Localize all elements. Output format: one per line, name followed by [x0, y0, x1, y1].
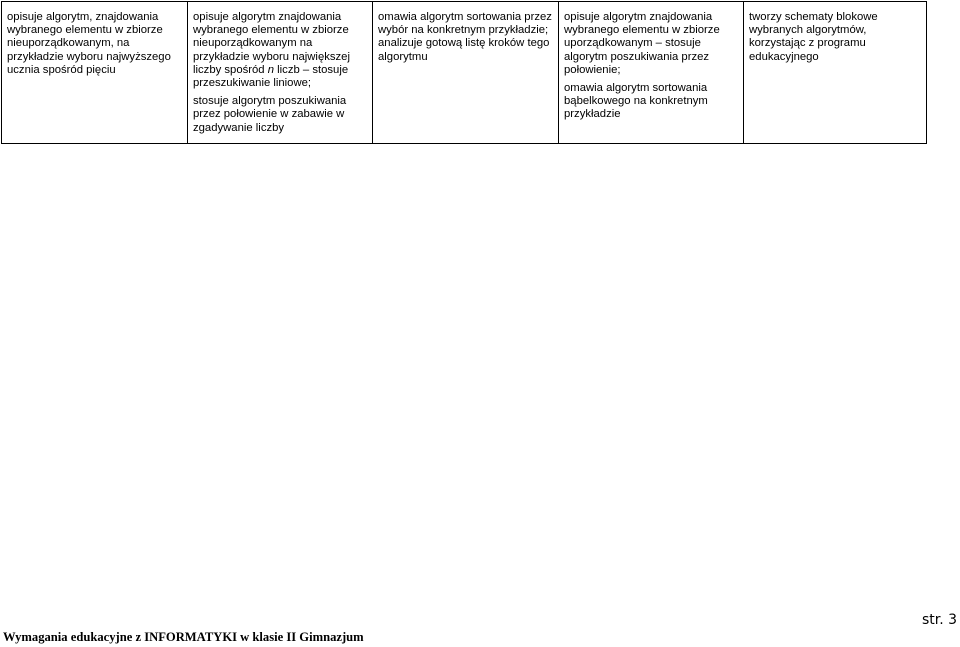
table-cell — [744, 2, 927, 144]
cell-text: opisuje algorytm znajdowania wybranego elementu w zbiorze nieuporządkowanym na przykładzie wyboru największej liczby spośród — [193, 11, 350, 76]
cell-paragraph: omawia algorytm sortowania przez wybór na konkretnym przykładzie; analizuje gotową listę kroków tego algorytmu — [378, 11, 552, 63]
cell-paragraph: omawia algorytm sortowania bąbelkowego na konkretnym przykładzie — [564, 82, 708, 121]
cell-paragraph: stosuje algorytm poszukiwania przez połowienie w zabawie w zgadywanie liczby — [193, 95, 347, 134]
cell-paragraph: tworzy schematy blokowe wybranych algorytmów, korzystając z programu edukacyjnego — [749, 11, 878, 63]
requirements-table — [1, 1, 927, 144]
table-cell — [559, 2, 744, 144]
cell-paragraph: opisuje algorytm, znajdowania wybranego elementu w zbiorze nieuporządkowanym, na przykładzie wyboru najwyższego ucznia spośród pięciu — [7, 11, 171, 76]
table-row — [2, 2, 927, 144]
table-cell — [373, 2, 559, 144]
cell-italic-text: n — [267, 63, 275, 76]
table-cell — [188, 2, 373, 144]
cell-paragraph — [193, 11, 367, 90]
footer-title: Wymagania edukacyjne z INFORMATYKI w klasie II Gimnazjum — [3, 630, 364, 644]
cell-paragraph: opisuje algorytm znajdowania wybranego elementu w zbiorze uporządkowanym – stosuje algorytm poszukiwania przez połowienie; — [564, 11, 720, 76]
page-number: str. 3 — [921, 612, 957, 628]
table-cell — [2, 2, 188, 144]
cell-text: liczb – stosuje przeszukiwanie liniowe; — [193, 63, 349, 90]
